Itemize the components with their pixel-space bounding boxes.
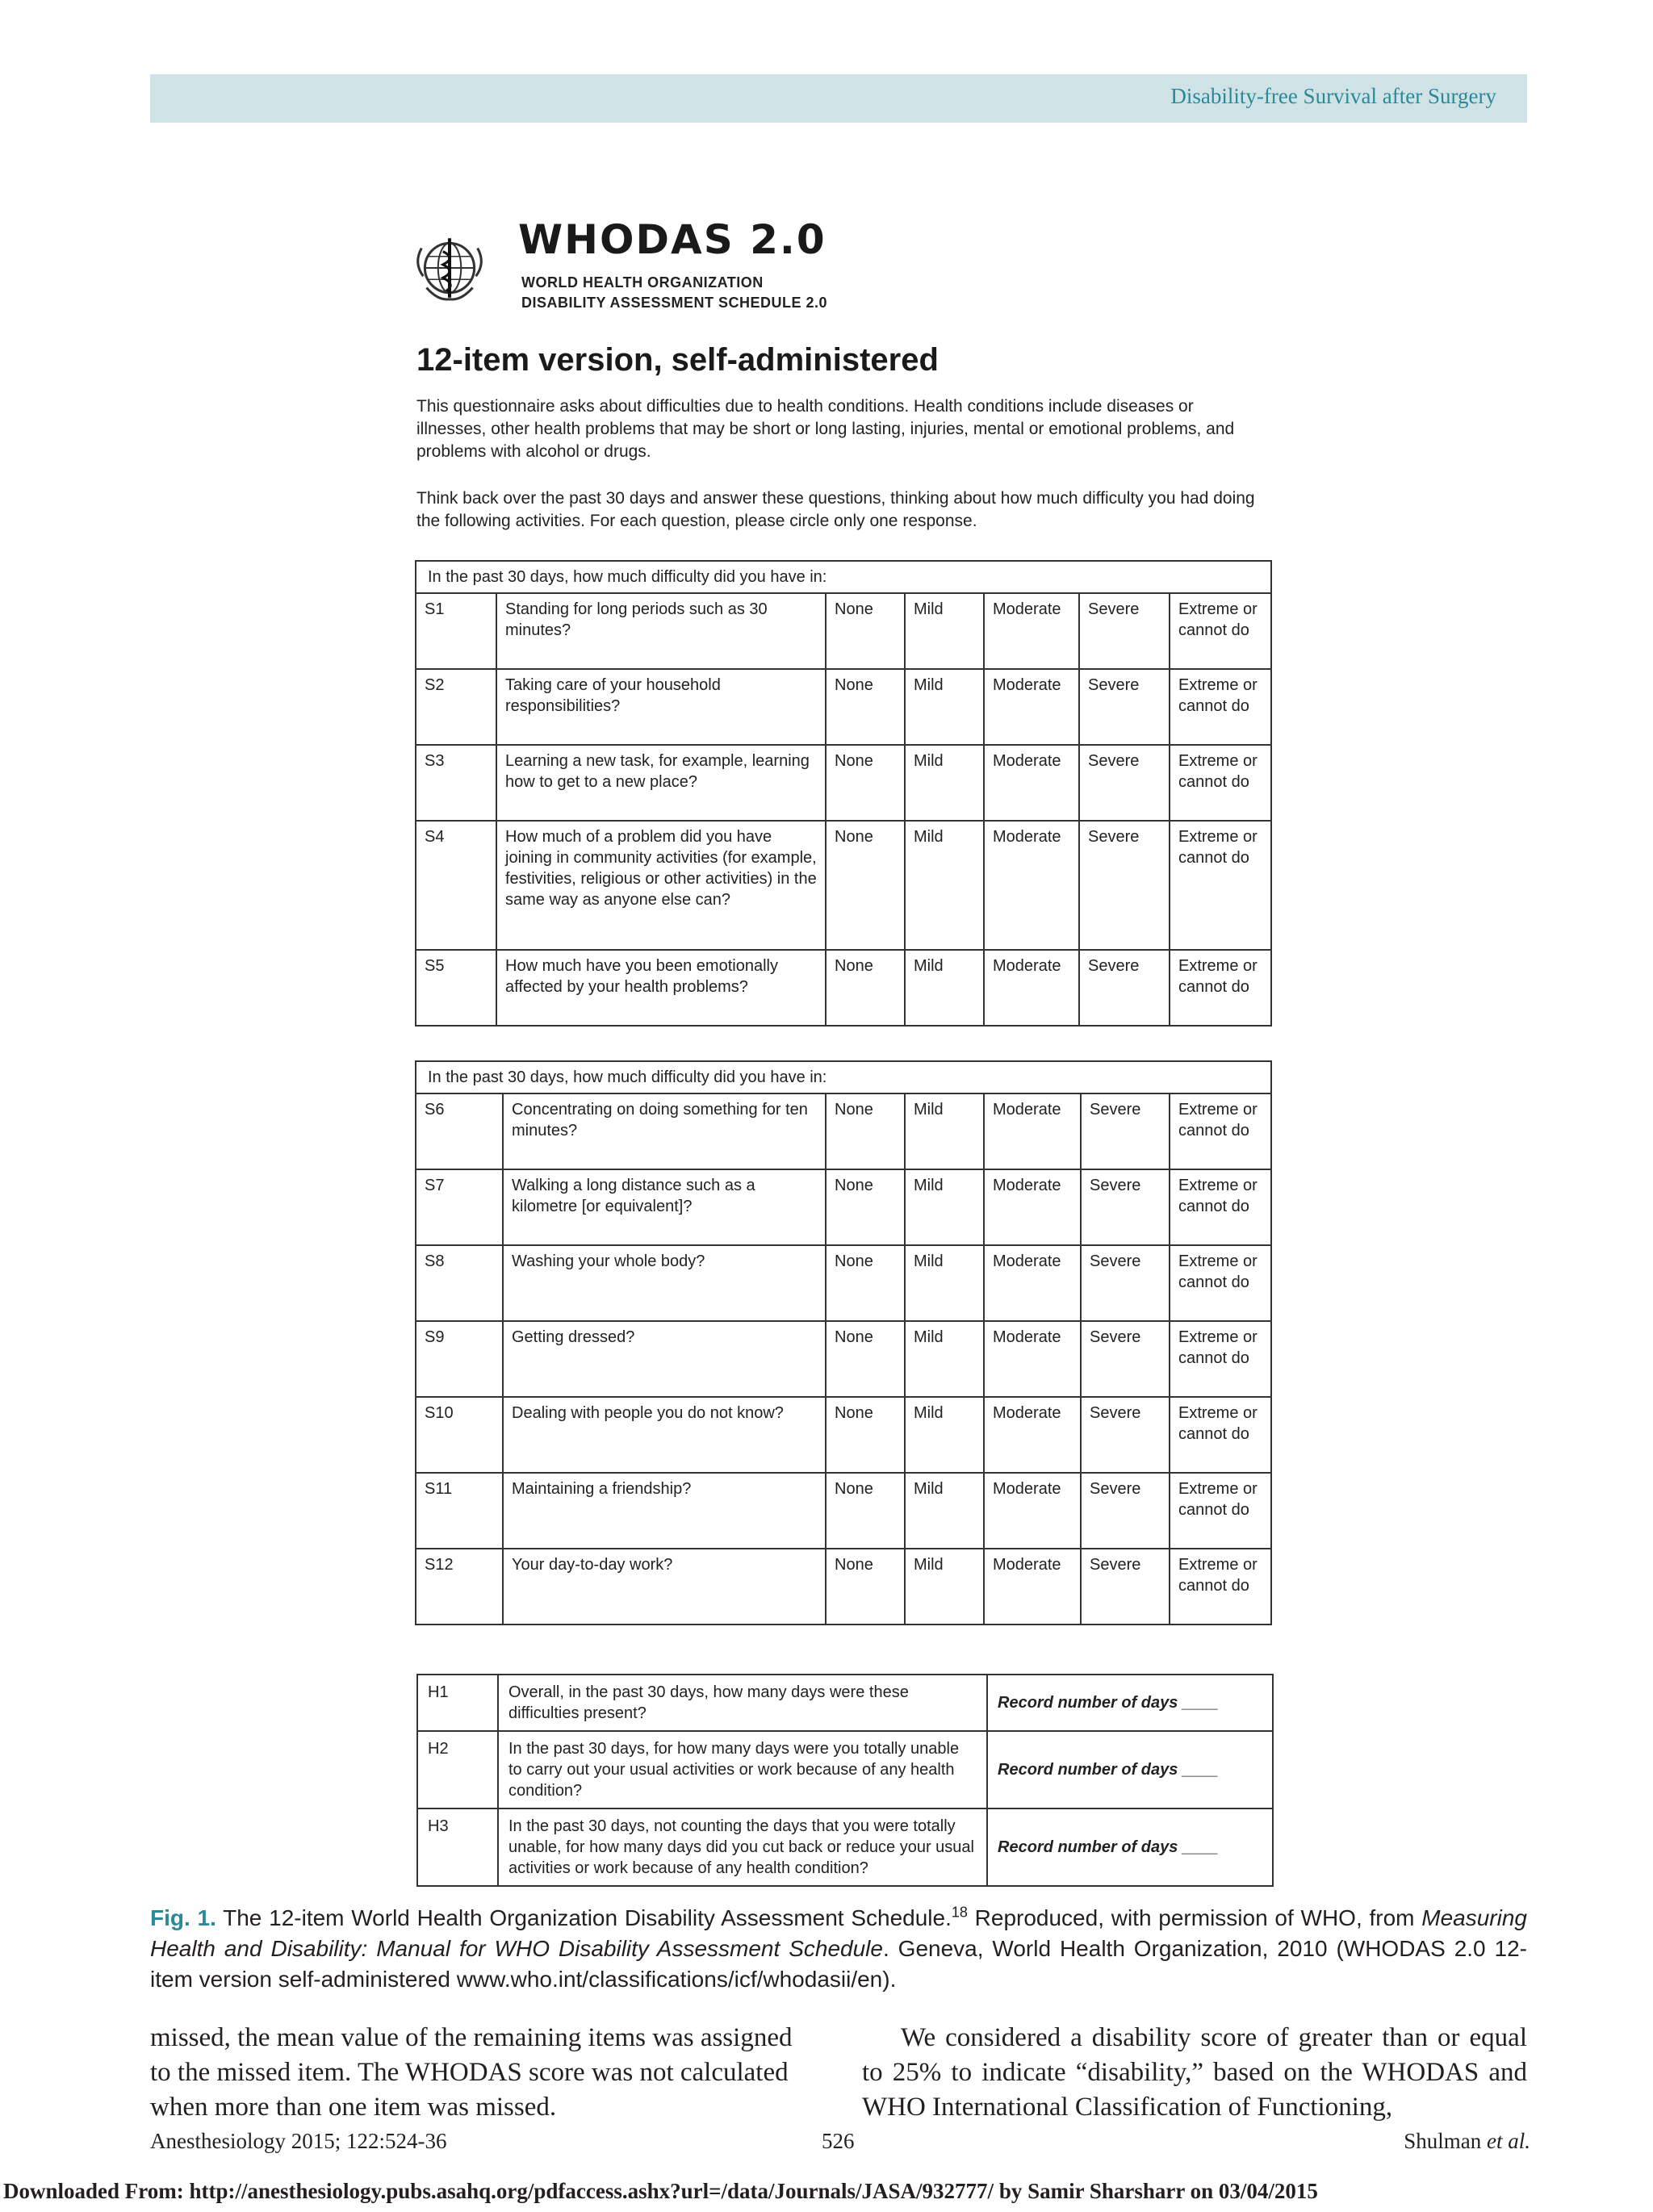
response-option: None [826,1093,905,1169]
item-id: H3 [417,1808,498,1886]
item-id: S9 [416,1321,503,1397]
response-option: Extreme or cannot do [1170,593,1271,669]
item-id: S8 [416,1245,503,1321]
org-name-line2: DISABILITY ASSESSMENT SCHEDULE 2.0 [521,295,828,311]
response-option: Mild [905,1093,984,1169]
response-option: Moderate [984,1473,1081,1549]
item-id: S7 [416,1169,503,1245]
item-id: S11 [416,1473,503,1549]
figure-whodas-form [404,203,1275,1898]
item-question: How much have you been emotionally affected by your health problems? [496,950,826,1026]
response-option: Mild [905,593,984,669]
org-name-line1: WORLD HEALTH ORGANIZATION [521,274,764,291]
response-option: Moderate [984,745,1079,821]
response-option: Extreme or cannot do [1170,821,1271,950]
item-row [416,593,1271,669]
response-option: None [826,1169,905,1245]
item-id: S1 [416,593,496,669]
response-option: None [826,950,905,1026]
response-option: Extreme or cannot do [1170,1169,1271,1245]
response-option: None [826,821,905,950]
caption-text: . Geneva, World Health Organization, 2010 (WHODAS 2.0 12-item version self-administered www.who.int/classifications/icf/whodasii/en). [150,1936,1528,1992]
item-row [416,1245,1271,1321]
response-option: Severe [1081,1473,1170,1549]
response-option: Mild [905,1169,984,1245]
response-option: Extreme or cannot do [1170,1473,1271,1549]
response-option: Moderate [984,1321,1081,1397]
response-option: Severe [1079,950,1170,1026]
response-option: Extreme or cannot do [1170,669,1271,745]
caption-label: Fig. 1. [150,1905,216,1930]
response-option: None [826,1245,905,1321]
item-id: S2 [416,669,496,745]
response-option: None [826,1549,905,1625]
item-row [416,821,1271,950]
response-option: None [826,745,905,821]
item-row [416,1549,1271,1625]
response-option: Moderate [984,821,1079,950]
item-row [416,1321,1271,1397]
figure-caption [150,1903,1527,1995]
item-id: H1 [417,1675,498,1731]
form-instructions-paragraph: Think back over the past 30 days and answer these questions, thinking about how much difficulty you had doing the following activities. For each question, please circle only one response. [416,489,1255,530]
who-emblem-icon [408,227,491,309]
response-option: Extreme or cannot do [1170,950,1271,1026]
item-row [416,669,1271,745]
item-id: S6 [416,1093,503,1169]
item-id: S3 [416,745,496,821]
item-id: S10 [416,1397,503,1473]
item-id: S12 [416,1549,503,1625]
response-option: Extreme or cannot do [1170,1245,1271,1321]
item-id: S4 [416,821,496,950]
response-option: Moderate [984,1093,1081,1169]
response-option: Mild [905,1473,984,1549]
response-option: Moderate [984,1169,1081,1245]
response-option: None [826,669,905,745]
response-option: None [826,593,905,669]
item-question: Concentrating on doing something for ten minutes? [503,1093,826,1169]
response-option: Mild [905,669,984,745]
download-notice: Downloaded From: http://anesthesiology.pubs.asahq.org/pdfaccess.ashx?url=/data/Journals/JASA/932777/ by Samir Sharsharr on 03/04/2015 [3,2179,1318,2203]
response-option: Mild [905,1321,984,1397]
response-option: Extreme or cannot do [1170,1549,1271,1625]
response-option: Mild [905,745,984,821]
running-header [150,74,1527,123]
item-question: Dealing with people you do not know? [503,1397,826,1473]
response-option: Mild [905,1245,984,1321]
item-id: S5 [416,950,496,1026]
whodas-logo: WHODAS 2.0 [518,216,826,263]
response-option: Mild [905,1549,984,1625]
record-days-field: Record number of days ____ [987,1675,1273,1731]
response-option: Mild [905,1397,984,1473]
item-question: Standing for long periods such as 30 minutes? [496,593,826,669]
form-intro-paragraph: This questionnaire asks about difficulties due to health conditions. Health conditions include diseases or illnesses, other health problems that may be short or long lasting, injuries, mental or emotional problems, and problems with alcohol or drugs. [416,397,1235,461]
caption-text: Reproduced, with permission of WHO, from [967,1905,1422,1930]
days-row [417,1675,1273,1731]
item-row [416,1473,1271,1549]
running-title: Disability-free Survival after Surgery [1170,84,1496,108]
item-row [416,1397,1271,1473]
item-question: In the past 30 days, for how many days were you totally unable to carry out your usual activities or work because of any health condition? [498,1731,987,1808]
response-option: Extreme or cannot do [1170,745,1271,821]
caption-source-title: Measuring Health and Disability: Manual for WHO Disability Assessment Schedule [150,1905,1527,1961]
response-option: Severe [1081,1397,1170,1473]
response-option: None [826,1397,905,1473]
item-row [416,950,1271,1026]
response-option: Moderate [984,1397,1081,1473]
item-question: Overall, in the past 30 days, how many days were these difficulties present? [498,1675,987,1731]
footer-et-al: et al. [1487,2129,1530,2153]
response-option: Extreme or cannot do [1170,1093,1271,1169]
item-question: Learning a new task, for example, learning how to get to a new place? [496,745,826,821]
form-title: 12-item version, self-administered [416,342,939,378]
response-option: Severe [1081,1549,1170,1625]
response-option: Severe [1079,669,1170,745]
footer-journal: Anesthesiology 2015; 122:524-36 [150,2129,447,2153]
record-days-field: Record number of days ____ [987,1808,1273,1886]
days-row [417,1808,1273,1886]
response-option: Moderate [984,669,1079,745]
response-option: Moderate [984,1245,1081,1321]
days-row [417,1731,1273,1808]
response-option: Moderate [984,593,1079,669]
item-row [416,1093,1271,1169]
response-option: Moderate [984,950,1079,1026]
response-option: Extreme or cannot do [1170,1321,1271,1397]
record-days-field: Record number of days ____ [987,1731,1273,1808]
footer-page-number: 526 [822,2129,855,2153]
days-count-table [416,1674,1274,1887]
response-option: None [826,1473,905,1549]
item-question: Maintaining a friendship? [503,1473,826,1549]
caption-reference: 18 [951,1904,968,1921]
response-option: Mild [905,821,984,950]
item-id: H2 [417,1731,498,1808]
difficulty-table-part2 [415,1060,1272,1625]
response-option: Severe [1079,593,1170,669]
response-option: Moderate [984,1549,1081,1625]
response-option: Extreme or cannot do [1170,1397,1271,1473]
table-header: In the past 30 days, how much difficulty did you have in: [416,1061,1271,1093]
item-question: In the past 30 days, not counting the days that you were totally unable, for how many days did you cut back or reduce your usual activities or work because of any health condition? [498,1808,987,1886]
response-option: Severe [1079,821,1170,950]
caption-text: The 12-item World Health Organization Disability Assessment Schedule. [216,1905,952,1930]
footer-author-name: Shulman [1404,2129,1487,2153]
item-question: Your day-to-day work? [503,1549,826,1625]
response-option: None [826,1321,905,1397]
response-option: Severe [1081,1093,1170,1169]
item-question: Taking care of your household responsibilities? [496,669,826,745]
body-column-right: We considered a disability score of greater than or equal to 25% to indicate “disability,” based on the WHODAS and WHO International Classification of Functioning, [862,2023,1527,2122]
item-question: How much of a problem did you have joining in community activities (for example, festivities, religious or other activities) in the same way as anyone else can? [496,821,826,950]
item-row [416,745,1271,821]
footer-authors [1404,2129,1530,2154]
item-question: Getting dressed? [503,1321,826,1397]
response-option: Severe [1081,1245,1170,1321]
response-option: Severe [1079,745,1170,821]
difficulty-table-part1 [415,560,1272,1027]
item-question: Washing your whole body? [503,1245,826,1321]
response-option: Severe [1081,1321,1170,1397]
table-header: In the past 30 days, how much difficulty did you have in: [416,561,1271,593]
item-question: Walking a long distance such as a kilometre [or equivalent]? [503,1169,826,1245]
item-row [416,1169,1271,1245]
body-column-left: missed, the mean value of the remaining items was assigned to the missed item. The WHODAS score was not calculated when more than one item was missed. [150,2023,793,2122]
response-option: Severe [1081,1169,1170,1245]
response-option: Mild [905,950,984,1026]
